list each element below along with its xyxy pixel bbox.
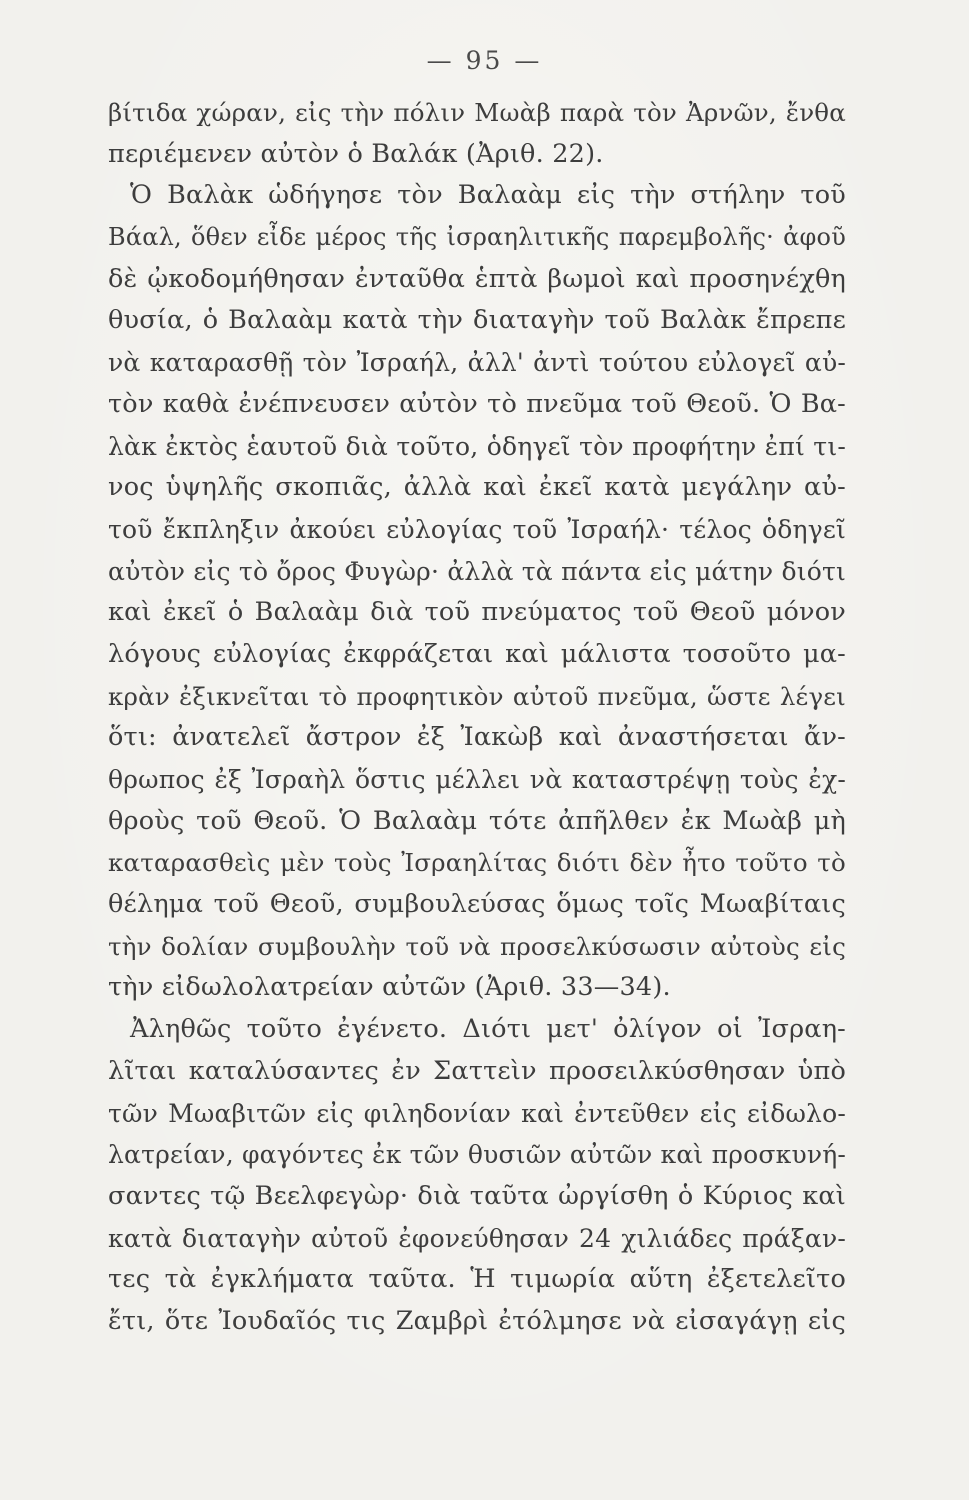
text-line: τῶν Μωαβιτῶν εἰς φιληδονίαν καὶ ἐντεῦθεν εἰς εἰδωλο- [108, 1098, 846, 1128]
text-line: ἔτι, ὅτε Ἰουδαῖός τις Ζαμβρὶ ἐτόλμησε νὰ εἰσαγάγῃ εἰς [108, 1305, 846, 1336]
text-line: Ἀληθῶς τοῦτο ἐγένετο. Διότι μετ' ὀλίγον οἱ Ἰσραη- [130, 1014, 846, 1045]
text-line: κατὰ διαταγὴν αὐτοῦ ἐφονεύθησαν 24 χιλιάδες πράξαν- [108, 1223, 846, 1253]
text-line: θυσία, ὁ Βαλαὰμ κατὰ τὴν διαταγὴν τοῦ Βαλὰκ ἔπρεπε [108, 305, 846, 336]
text-line: τὴν δολίαν συμβουλὴν τοῦ νὰ προσελκύσωσιν αὐτοὺς εἰς [108, 931, 846, 961]
text-line: θροὺς τοῦ Θεοῦ. Ὁ Βαλαὰμ τότε ἀπῆλθεν ἐκ Μωὰβ μὴ [108, 805, 846, 836]
text-line: τες τὰ ἐγκλήματα ταῦτα. Ἡ τιμωρία αὕτη ἐξετελεῖτο [108, 1264, 846, 1295]
text-line: θέλημα τοῦ Θεοῦ, συμβουλεύσας ὅμως τοῖς Μωαβίταις [108, 889, 846, 920]
text-line: ὅτι: ἀνατελεῖ ἄστρον ἐξ Ἰακὼβ καὶ ἀναστήσεται ἄν- [108, 722, 846, 753]
text-line: τὸν καθὰ ἐνέπνευσεν αὐτὸν τὸ πνεῦμα τοῦ Θεοῦ. Ὁ Βα- [108, 388, 846, 419]
text-line: λὰκ ἐκτὸς ἑαυτοῦ διὰ τοῦτο, ὁδηγεῖ τὸν προφήτην ἐπί τι- [108, 431, 846, 461]
text-line: λατρείαν, φαγόντες ἐκ τῶν θυσιῶν αὐτῶν καὶ προσκυνή- [108, 1140, 847, 1170]
text-line: αὐτὸν εἰς τὸ ὄρος Φυγὼρ· ἀλλὰ τὰ πάντα εἰς μάτην διότι [108, 556, 846, 586]
page-number: — 95 — [426, 46, 543, 75]
text-line: τὴν εἰδωλολατρείαν αὐτῶν (Ἀριθ. 33—34). [108, 972, 671, 1003]
text-line: λόγους εὐλογίας ἐκφράζεται καὶ μάλιστα τοσοῦτο μα- [108, 638, 846, 669]
text-line: καὶ ἐκεῖ ὁ Βαλαὰμ διὰ τοῦ πνεύματος τοῦ Θεοῦ μόνον [108, 597, 846, 628]
text-line: Βάαλ, ὅθεν εἶδε μέρος τῆς ἰσραηλιτικῆς παρεμβολῆς· ἀφοῦ [108, 223, 846, 252]
text-line: νος ὑψηλῆς σκοπιᾶς, ἀλλὰ καὶ ἐκεῖ κατὰ μεγάλην αὐ- [108, 472, 846, 503]
body-text [108, 92, 846, 1343]
text-line: Ὁ Βαλὰκ ὡδήγησε τὸν Βαλαὰμ εἰς τὴν στήλην τοῦ [130, 180, 846, 211]
text-line: κρὰν ἐξικνεῖται τὸ προφητικὸν αὐτοῦ πνεῦμα, ὥστε λέγει [108, 681, 846, 711]
text-line: περιέμενεν αὐτὸν ὁ Βαλάκ (Ἀριθ. 22). [108, 138, 604, 169]
text-line: λῖται καταλύσαντες ἐν Σαττεὶν προσειλκύσθησαν ὑπὸ [108, 1055, 846, 1086]
text-line: σαντες τῷ Βεελφεγὼρ· διὰ ταῦτα ὠργίσθη ὁ Κύριος καὶ [108, 1180, 846, 1211]
text-line: θρωπος ἐξ Ἰσραὴλ ὅστις μέλλει νὰ καταστρέψῃ τοὺς ἐχ- [108, 765, 846, 794]
text-line: τοῦ ἔκπληξιν ἀκούει εὐλογίας τοῦ Ἰσραήλ· τέλος ὁδηγεῖ [108, 514, 846, 544]
text-line: βίτιδα χώραν, εἰς τὴν πόλιν Μωὰβ παρὰ τὸν Ἀρνῶν, ἔνθα [108, 98, 846, 127]
text-line: δὲ ᾠκοδομήθησαν ἐνταῦθα ἑπτὰ βωμοὶ καὶ προσηνέχθη [108, 263, 846, 294]
text-line: νὰ καταρασθῇ τὸν Ἰσραήλ, ἀλλ' ἀντὶ τούτου εὐλογεῖ αὐ- [108, 348, 846, 378]
text-line: καταρασθεὶς μὲν τοὺς Ἰσραηλίτας διότι δὲν ἦτο τοῦτο τὸ [108, 848, 846, 878]
